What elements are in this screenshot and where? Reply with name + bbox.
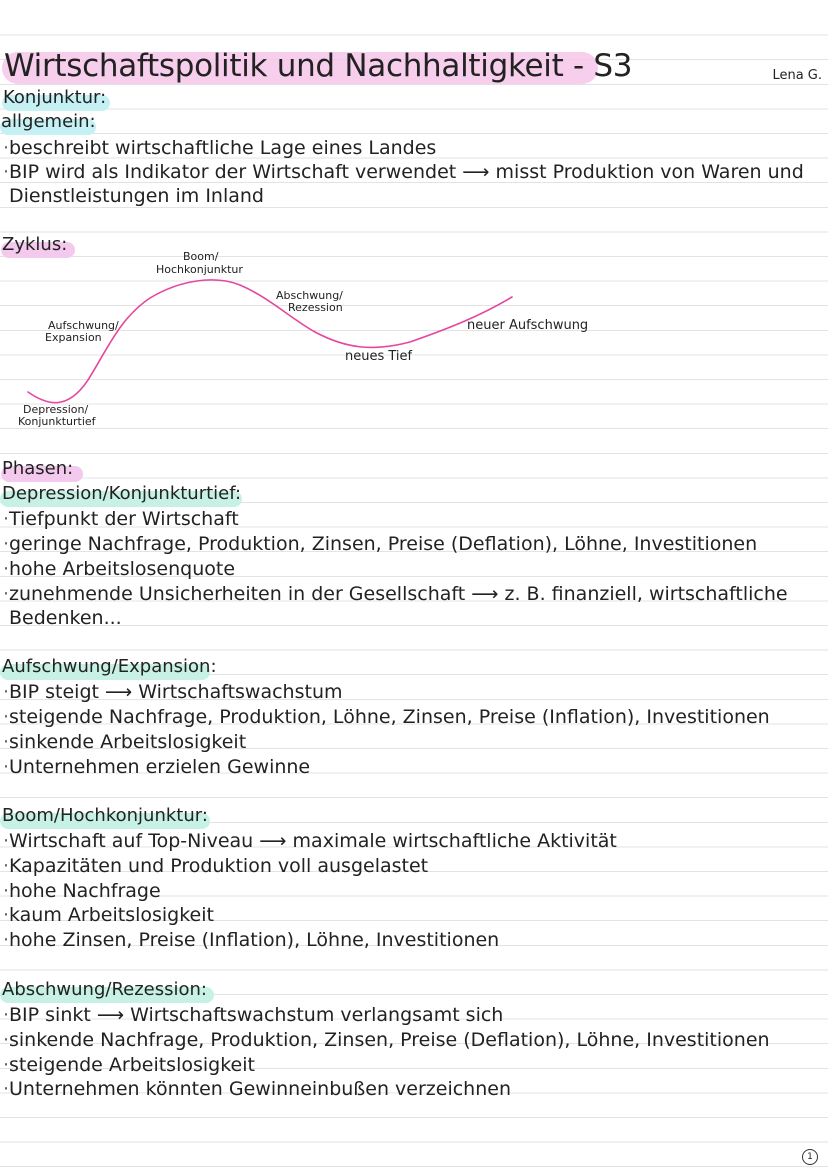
list-item-text: zunehmende Unsicherheiten in der Gesellschaft ⟶ z. B. finanziell, wirtschaftliche [9,583,788,605]
label-abschwung: Abschwung/ [276,289,343,302]
list-item: ·BIP sinkt ⟶ Wirtschaftswachstum verlangsamt sich [3,1004,504,1026]
section-heading-boom: Boom/Hochkonjunktur: [2,805,208,826]
list-item: ·Wirtschaft auf Top-Niveau ⟶ maximale wirtschaftliche Aktivität [3,830,617,852]
list-item-text: Unternehmen erzielen Gewinne [9,756,311,778]
list-item: ·Kapazitäten und Produktion voll ausgelastet [3,855,429,877]
section-heading-depression: Depression/Konjunkturtief: [2,483,242,504]
label-depression: Depression/ [23,403,89,416]
list-item: ·Unternehmen könnten Gewinneinbußen verzeichnen [3,1078,511,1100]
list-item-text: kaum Arbeitslosigkeit [9,904,214,926]
list-item: ·sinkende Arbeitslosigkeit [3,731,247,753]
list-item: ·hohe Zinsen, Preise (Inflation), Löhne, Investitionen [3,929,500,951]
label-hochkonjunktur: Hochkonjunktur [156,263,243,276]
list-item-text: steigende Nachfrage, Produktion, Löhne, Zinsen, Preise (Inflation), Investitionen [9,706,770,728]
list-item-text: Tiefpunkt der Wirtschaft [9,508,239,530]
list-item: ·hohe Nachfrage [3,880,161,902]
konjunktur-heading: Konjunktur: [3,87,107,108]
list-item-text: Wirtschaft auf Top-Niveau ⟶ maximale wirtschaftliche Aktivität [9,830,617,852]
list-item: ·beschreibt wirtschaftliche Lage eines Landes [3,137,437,159]
list-item: ·steigende Nachfrage, Produktion, Löhne, Zinsen, Preise (Inflation), Investitionen [3,706,770,728]
label-neues-tief: neues Tief [345,349,413,364]
label-expansion: Expansion [45,331,102,344]
list-item-text: geringe Nachfrage, Produktion, Zinsen, Preise (Deflation), Löhne, Investitionen [9,533,758,555]
list-item-text: BIP steigt ⟶ Wirtschaftswachstum [9,681,343,703]
phasen-heading: Phasen: [2,458,74,479]
section-heading-aufschwung: Aufschwung/Expansion: [2,656,217,677]
page-number: 1 [802,1149,818,1165]
list-item: ·kaum Arbeitslosigkeit [3,904,214,926]
list-item: ·BIP steigt ⟶ Wirtschaftswachstum [3,681,343,703]
list-item: ·geringe Nachfrage, Produktion, Zinsen, Preise (Deflation), Löhne, Investitionen [3,533,758,555]
list-item-text: BIP wird als Indikator der Wirtschaft verwendet ⟶ misst Produktion von Waren und [9,161,804,183]
author-name: Lena G. [772,68,822,83]
page-title: Wirtschaftspolitik und Nachhaltigkeit - S3 [4,48,633,84]
list-item-text: sinkende Nachfrage, Produktion, Zinsen, Preise (Deflation), Löhne, Investitionen [9,1029,770,1051]
allgemein-heading: allgemein: [1,111,96,132]
list-item-text: beschreibt wirtschaftliche Lage eines Landes [9,137,437,159]
zyklus-heading: Zyklus: [2,234,68,255]
list-item: ·hohe Arbeitslosenquote [3,558,236,580]
list-item-text: sinkende Arbeitslosigkeit [9,731,247,753]
list-item: ·BIP wird als Indikator der Wirtschaft verwendet ⟶ misst Produktion von Waren und [3,161,804,183]
list-item: ·steigende Arbeitslosigkeit [3,1054,255,1076]
list-item [3,607,122,629]
label-konjunkturtief: Konjunkturtief [18,415,96,428]
list-item-text: hohe Nachfrage [9,880,161,902]
list-item: ·Unternehmen erzielen Gewinne [3,756,311,778]
list-item-text: hohe Arbeitslosenquote [9,558,236,580]
label-boom: Boom/ [183,250,219,263]
list-item-text: Bedenken... [9,607,122,629]
list-item-text: steigende Arbeitslosigkeit [9,1054,255,1076]
label-aufschwung: Aufschwung/ [48,319,119,332]
list-item-text: Dienstleistungen im Inland [9,185,264,207]
list-item-text: Kapazitäten und Produktion voll ausgelastet [9,855,429,877]
label-neuer-aufschwung: neuer Aufschwung [467,318,589,333]
label-rezession: Rezession [288,301,343,314]
list-item-text: hohe Zinsen, Preise (Inflation), Löhne, Investitionen [9,929,500,951]
list-item-text: BIP sinkt ⟶ Wirtschaftswachstum verlangsamt sich [9,1004,504,1026]
list-item-text: Unternehmen könnten Gewinneinbußen verzeichnen [9,1078,511,1100]
section-heading-abschwung: Abschwung/Rezession: [2,979,207,1000]
list-item: ·sinkende Nachfrage, Produktion, Zinsen, Preise (Deflation), Löhne, Investitionen [3,1029,770,1051]
list-item: ·Tiefpunkt der Wirtschaft [3,508,239,530]
list-item: ·zunehmende Unsicherheiten in der Gesellschaft ⟶ z. B. finanziell, wirtschaftliche [3,583,788,605]
